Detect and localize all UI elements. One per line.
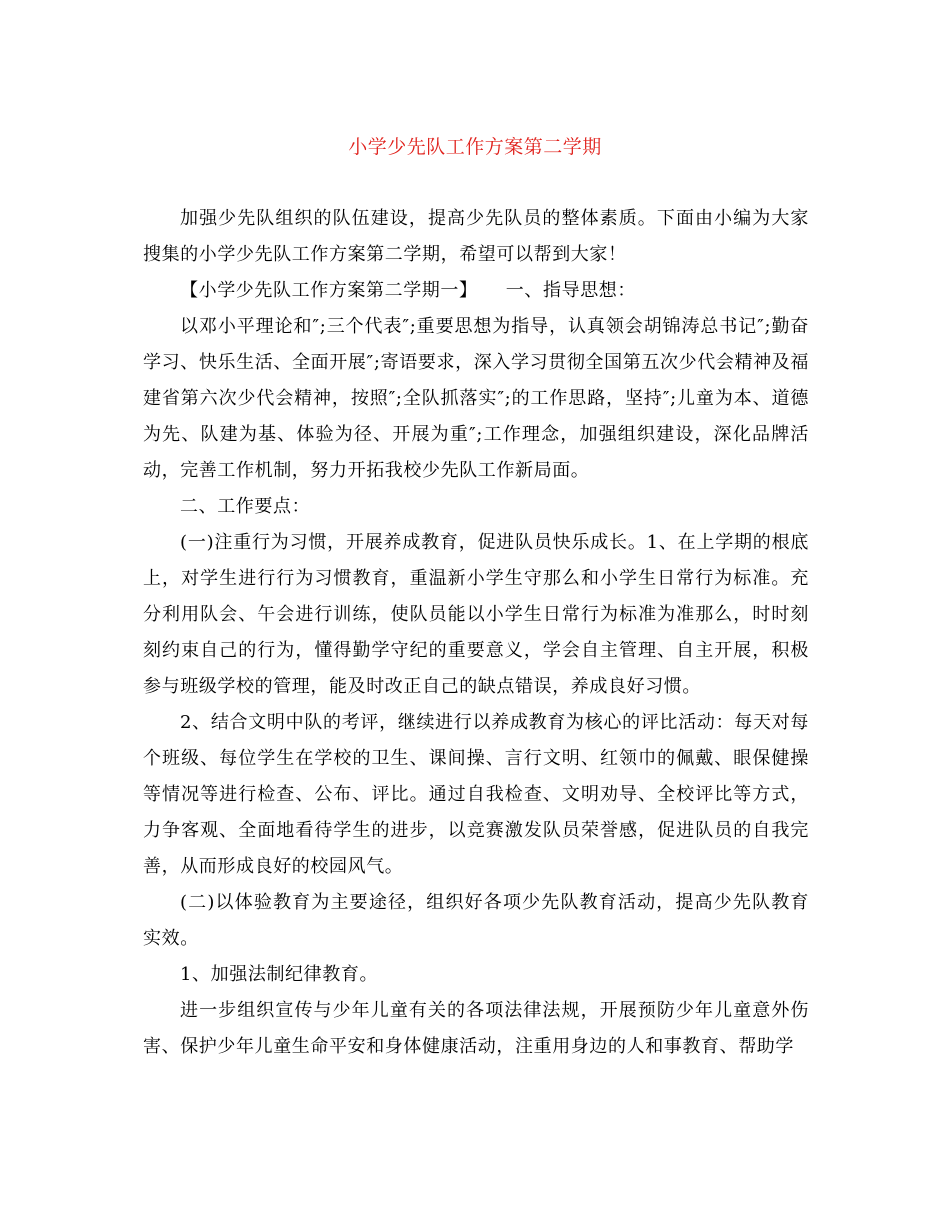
paragraph-experience-education: (二)以体验教育为主要途径，组织好各项少先队教育活动，提高少先队教育实效。 — [143, 892, 809, 949]
paragraph-legal-education: 进一步组织宣传与少年儿童有关的各项法律法规，开展预防少年儿童意外伤害、保护少年儿童生命平安和身体健康活动，注重用身边的人和事教育、帮助学 — [143, 1000, 809, 1057]
paragraph-work-points-heading: 二、工作要点： — [180, 496, 311, 517]
paragraph-section-heading: 【小学少先队工作方案第二学期一】 一、指导思想： — [180, 280, 636, 301]
paragraph-intro: 加强少先队组织的队伍建设，提高少先队员的整体素质。下面由小编为大家搜集的小学少先队工作方案第二学期，希望可以帮到大家！ — [143, 208, 809, 265]
paragraph-civilized-squad: 2、结合文明中队的考评，继续进行以养成教育为核心的评比活动：每天对每个班级、每位学生在学校的卫生、课间操、言行文明、红领巾的佩戴、眼保健操等情况等进行检查、公布、评比。通过自我检查、文明劝导、全校评比等方式，力争客观、全面地看待学生的进步，以竞赛激发队员荣誉感，促进队员的自我完善，从而形成良好的校园风气。 — [143, 712, 809, 877]
paragraph-guiding-thought: 以邓小平理论和″;三个代表″;重要思想为指导，认真领会胡锦涛总书记″;勤奋学习、快乐生活、全面开展″;寄语要求，深入学习贯彻全国第五次少代会精神及福建省第六次少代会精神，按照″;全队抓落实″;的工作思路，坚持″;儿童为本、道德为先、队建为基、体验为径、开展为重″;工作理念，加强组织建设，深化品牌活动，完善工作机制，努力开拓我校少先队工作新局面。 — [143, 316, 809, 481]
document-title: 小学少先队工作方案第二学期 — [348, 136, 602, 158]
paragraph-legal-education-heading: 1、加强法制纪律教育。 — [180, 964, 379, 985]
paragraph-behavior-habits: (一)注重行为习惯，开展养成教育，促进队员快乐成长。1、在上学期的根底上，对学生进行行为习惯教育，重温新小学生守那么和小学生日常行为标准。充分利用队会、午会进行训练，使队员能以小学生日常行为标准为准那么，时时刻刻约束自己的行为，懂得勤学守纪的重要意义，学会自主管理、自主开展，积极参与班级学校的管理，能及时改正自己的缺点错误，养成良好习惯。 — [143, 532, 809, 697]
document-body — [143, 201, 809, 1065]
